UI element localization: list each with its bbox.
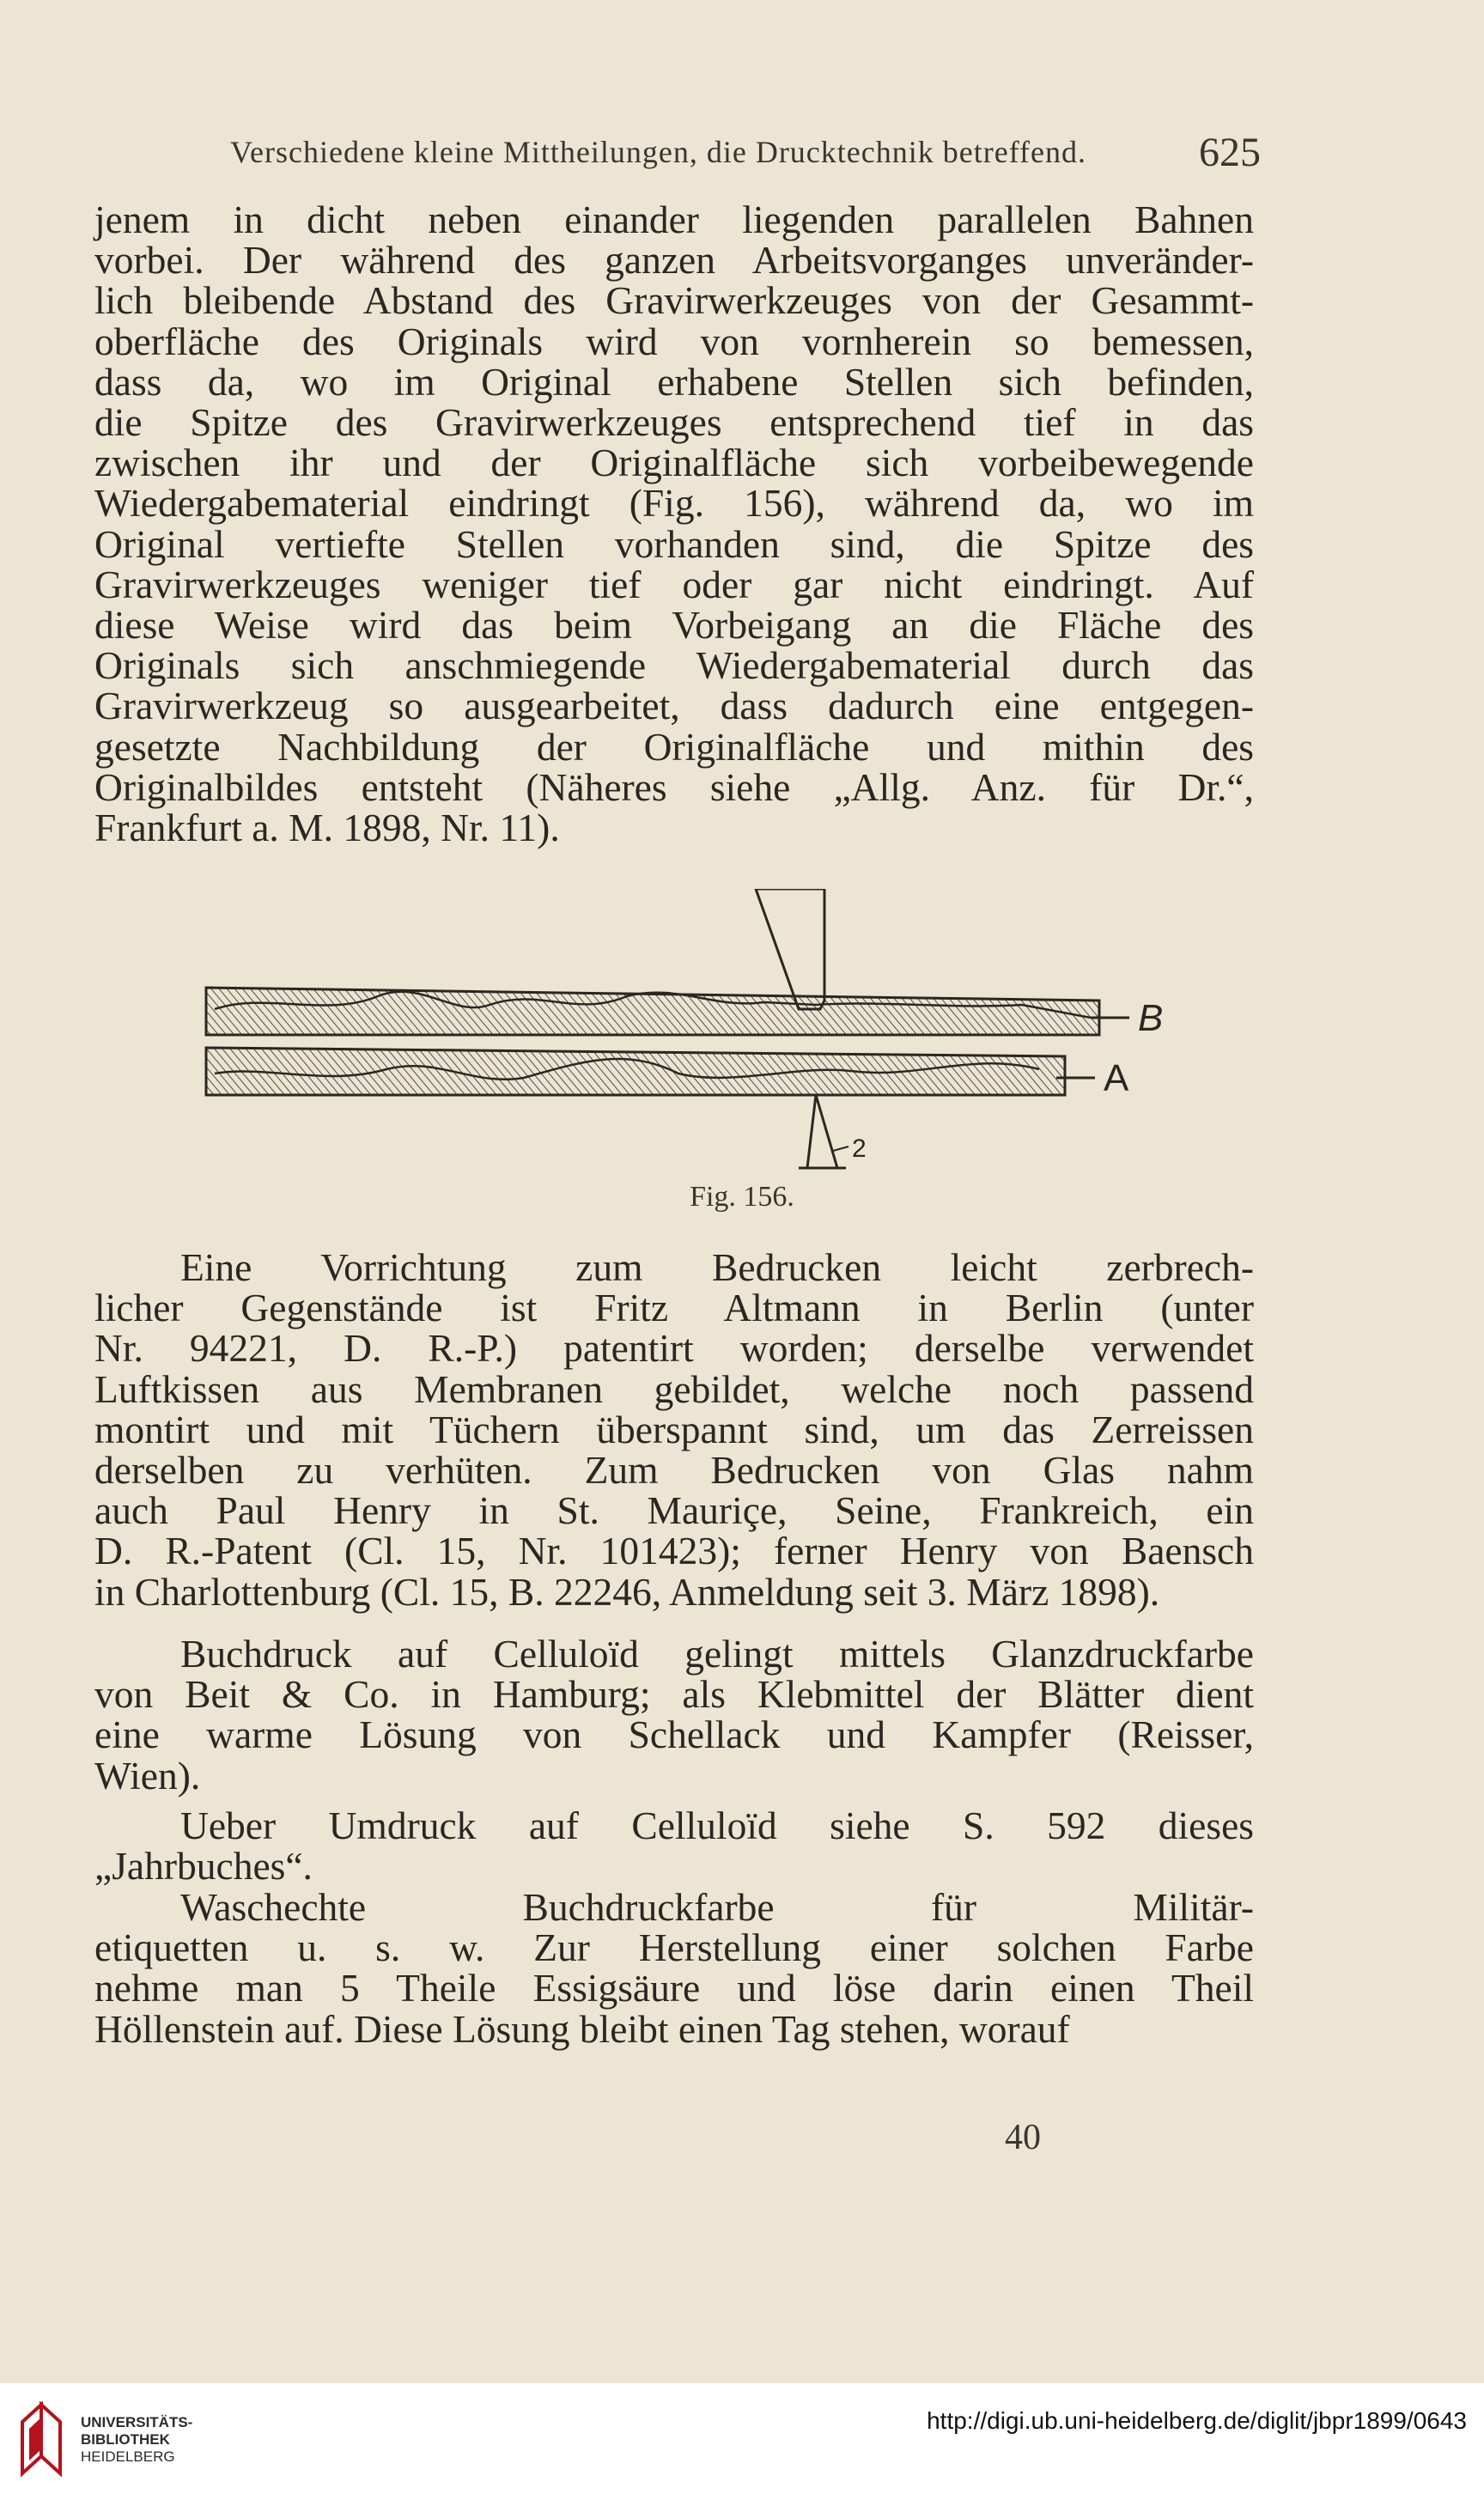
paragraph-umdruck (94, 1804, 1254, 1889)
library-line-3: HEIDELBERG (81, 2448, 175, 2465)
original-a-strip (206, 1048, 1065, 1095)
paragraph-gravir (94, 199, 1254, 848)
paragraph-celluloid (94, 1633, 1254, 1796)
text-line: Ueber Umdruck auf Celluloïd siehe S. 592 dieses (180, 1804, 1254, 1847)
label-b: B (1138, 997, 1164, 1039)
library-logo-icon[interactable] (15, 2400, 67, 2478)
text-line: Wiedergabematerial eindringt (Fig. 156), während da, wo im (94, 481, 1254, 526)
text-line: Gravirwerkzeug so ausgearbeitet, dass dadurch eine entgegen- (94, 684, 1254, 728)
text-line: derselben zu verhüten. Zum Bedrucken von Glas nahm (94, 1448, 1254, 1493)
paragraph-vorrichtung (94, 1247, 1254, 1612)
engraving-tool (756, 889, 824, 1009)
text-line: Luftkissen aus Membranen gebildet, welche noch passend (94, 1366, 1254, 1411)
material-b-strip (206, 988, 1099, 1035)
text-line: jenem in dicht neben einander liegenden parallelen Bahnen (94, 198, 1254, 241)
support-wedge (807, 1095, 837, 1168)
text-line: zwischen ihr und der Originalfläche sich vorbeibewegende (94, 441, 1254, 485)
text-line: Eine Vorrichtung zum Bedrucken leicht zerbrech- (180, 1245, 1254, 1289)
text-line: Originalbildes entsteht (Näheres siehe „Allg. Anz. für Dr.“, (94, 764, 1254, 809)
text-line: Höllenstein auf. Diese Lösung bleibt einen Tag stehen, worauf (94, 2006, 1070, 2051)
text-line: gesetzte Nachbildung der Originalfläche und mithin des (94, 724, 1254, 769)
running-title: Verschiedene kleine Mittheilungen, die Drucktechnik betreffend. (230, 135, 1086, 169)
label-2: 2 (852, 1134, 867, 1163)
text-line: die Spitze des Gravirwerkzeuges entsprechend tief in das (94, 400, 1254, 445)
figure-156 (198, 889, 1185, 1181)
engraving-diagram (198, 889, 1185, 1181)
library-name[interactable] (81, 2414, 192, 2466)
text-line: „Jahrbuches“. (94, 1844, 313, 1889)
figure-caption: Fig. 156. (690, 1181, 794, 1213)
text-line: in Charlottenburg (Cl. 15, B. 22246, Anmeldung seit 3. März 1898). (94, 1569, 1160, 1614)
library-line-1: UNIVERSITÄTS- (81, 2414, 193, 2430)
text-line: auch Paul Henry in St. Mauriçe, Seine, Frankreich, ein (94, 1488, 1254, 1533)
text-line: licher Gegenstände ist Fritz Altmann in Berlin (unter (94, 1286, 1254, 1330)
text-line: von Beit & Co. in Hamburg; als Klebmittel der Blätter dient (94, 1672, 1254, 1717)
text-line: Frankfurt a. M. 1898, Nr. 11). (94, 806, 560, 850)
text-line: Gravirwerkzeuges weniger tief oder gar nicht eindringt. Auf (94, 562, 1254, 606)
text-line: Originals sich anschmiegende Wiedergabematerial durch das (94, 643, 1254, 688)
text-line: Waschechte Buchdruckfarbe für Militär- (180, 1885, 1254, 1929)
text-line: diese Weise wird das beim Vorbeigang an die Fläche des (94, 603, 1254, 648)
library-line-2: BIBLIOTHEK (81, 2431, 170, 2448)
text-line: Original vertiefte Stellen vorhanden sind, die Spitze des (94, 521, 1254, 566)
text-line: Buchdruck auf Celluloïd gelingt mittels Glanzdruckfarbe (180, 1632, 1254, 1676)
text-line: nehme man 5 Theile Essigsäure und löse darin einen Theil (94, 1966, 1254, 2010)
permalink-url[interactable]: http://digi.ub.uni-heidelberg.de/diglit/jbpr1899/0643 (927, 2407, 1467, 2434)
text-line: montirt und mit Tüchern überspannt sind, um das Zerreissen (94, 1407, 1254, 1451)
label-a: A (1104, 1057, 1129, 1099)
footer-bar (0, 2383, 1484, 2494)
text-line: dass da, wo im Original erhabene Stellen sich befinden, (94, 359, 1254, 404)
text-line: D. R.-Patent (Cl. 15, Nr. 101423); ferner Henry von Baensch (94, 1529, 1254, 1573)
text-line: lich bleibende Abstand des Gravirwerkzeuges von der Gesammt- (94, 278, 1254, 323)
text-line: eine warme Lösung von Schellack und Kampfer (Reisser, (94, 1712, 1254, 1757)
signature-mark: 40 (1005, 2118, 1041, 2157)
text-line: Wien). (94, 1753, 201, 1798)
paragraph-waschechte (94, 1887, 1254, 2049)
text-line: etiquetten u. s. w. Zur Herstellung einer solchen Farbe (94, 1925, 1254, 1970)
page-number: 625 (1199, 130, 1261, 175)
text-line: oberfläche des Originals wird von vornherein so bemessen, (94, 319, 1254, 363)
text-line: vorbei. Der während des ganzen Arbeitsvorganges unveränder- (94, 238, 1254, 283)
text-line: Nr. 94221, D. R.-P.) patentirt worden; derselbe verwendet (94, 1326, 1254, 1371)
